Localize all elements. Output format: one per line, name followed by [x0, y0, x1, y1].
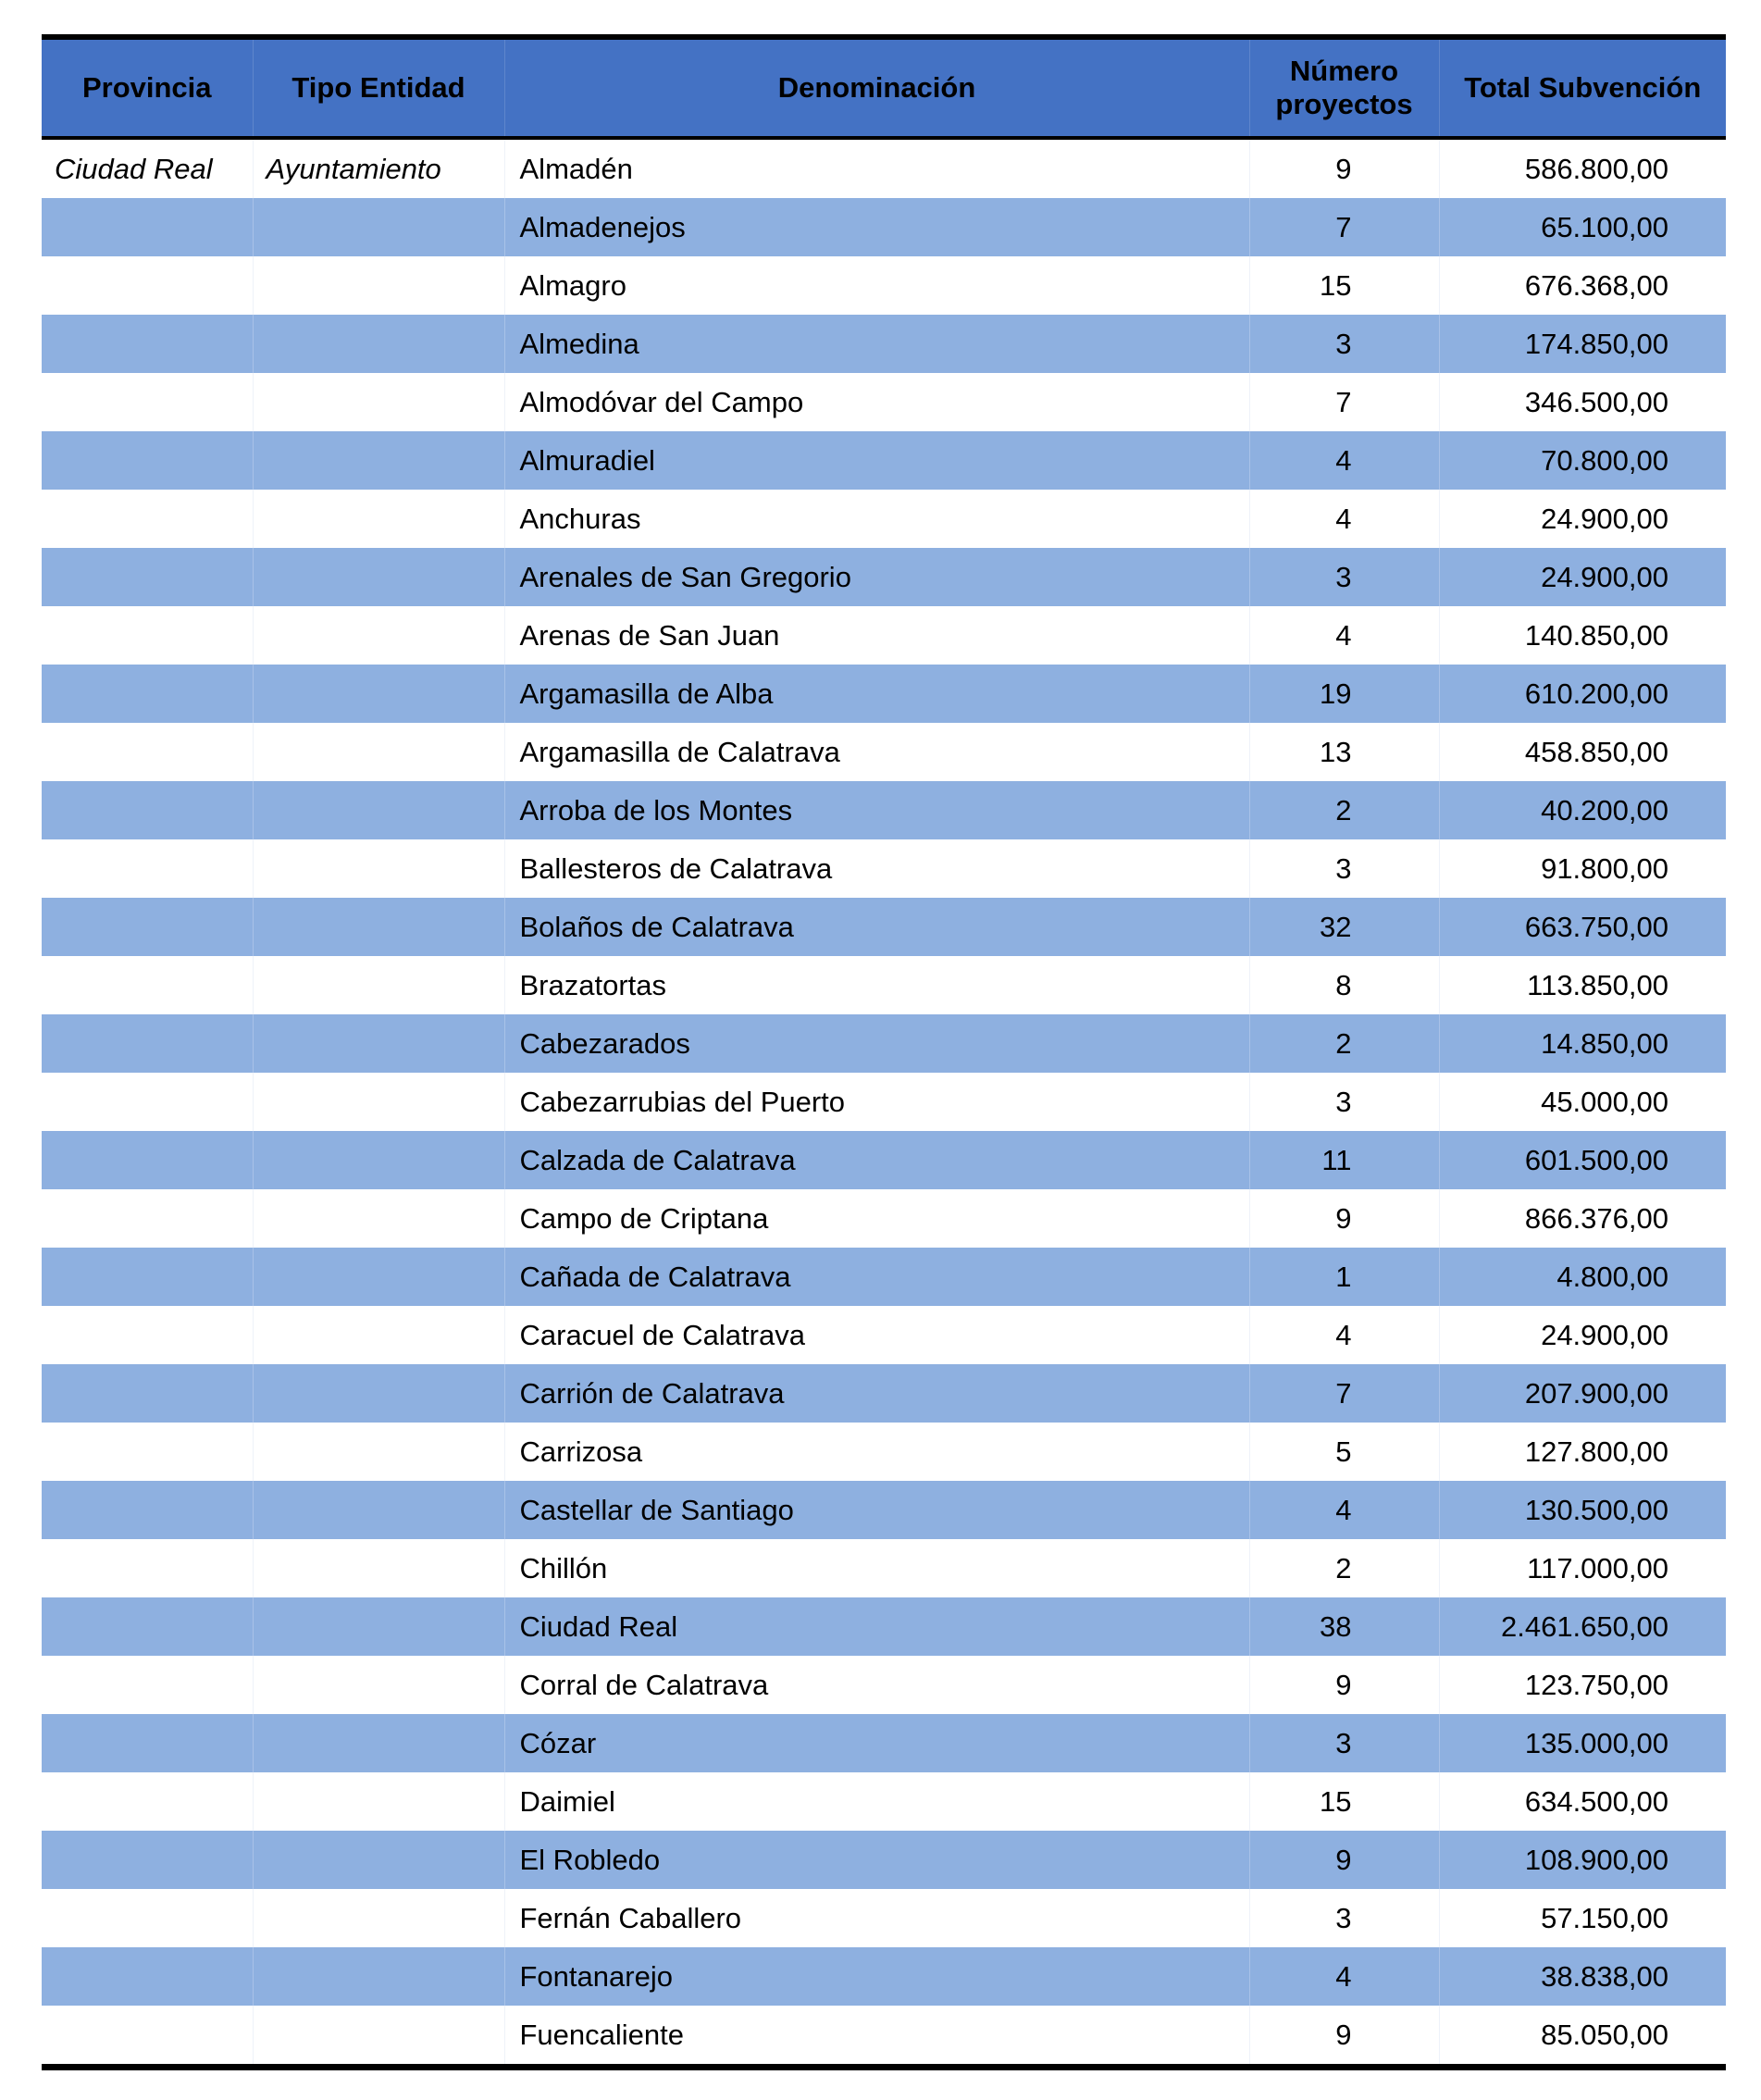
cell-numero-proyectos: 2: [1249, 1014, 1439, 1073]
cell-numero-proyectos: 15: [1249, 256, 1439, 315]
cell-tipo-entidad: [253, 606, 504, 665]
cell-numero-proyectos: 8: [1249, 956, 1439, 1014]
table-row: [42, 2006, 1726, 2064]
cell-denominacion: Daimiel: [504, 1772, 1249, 1831]
table-row: [42, 1772, 1726, 1831]
cell-tipo-entidad: [253, 373, 504, 431]
cell-numero-proyectos: 3: [1249, 315, 1439, 373]
header-numero-proyectos: Número proyectos: [1249, 40, 1439, 136]
cell-numero-proyectos: 9: [1249, 1831, 1439, 1889]
cell-denominacion: Arenas de San Juan: [504, 606, 1249, 665]
table-row: [42, 1947, 1726, 2006]
cell-total-subvencion: 123.750,00: [1439, 1656, 1726, 1714]
cell-numero-proyectos: 4: [1249, 1481, 1439, 1539]
cell-total-subvencion: 57.150,00: [1439, 1889, 1726, 1947]
cell-denominacion: Argamasilla de Alba: [504, 665, 1249, 723]
cell-total-subvencion: 113.850,00: [1439, 956, 1726, 1014]
cell-tipo-entidad: [253, 1772, 504, 1831]
table-row: [42, 898, 1726, 956]
cell-numero-proyectos: 4: [1249, 490, 1439, 548]
cell-provincia: [42, 1831, 253, 1889]
cell-numero-proyectos: 2: [1249, 1539, 1439, 1597]
table-row: [42, 1539, 1726, 1597]
cell-denominacion: Almuradiel: [504, 431, 1249, 490]
cell-provincia: [42, 1073, 253, 1131]
cell-numero-proyectos: 3: [1249, 1889, 1439, 1947]
cell-tipo-entidad: [253, 1656, 504, 1714]
cell-total-subvencion: 174.850,00: [1439, 315, 1726, 373]
table-header: [42, 40, 1726, 140]
cell-total-subvencion: 65.100,00: [1439, 198, 1726, 256]
cell-tipo-entidad: [253, 898, 504, 956]
cell-denominacion: Argamasilla de Calatrava: [504, 723, 1249, 781]
cell-numero-proyectos: 9: [1249, 140, 1439, 198]
cell-provincia: [42, 1772, 253, 1831]
table-row: [42, 1656, 1726, 1714]
cell-tipo-entidad: [253, 2006, 504, 2064]
cell-provincia: [42, 898, 253, 956]
table-row: [42, 723, 1726, 781]
table-row: [42, 1831, 1726, 1889]
table-row: [42, 1481, 1726, 1539]
cell-denominacion: Cózar: [504, 1714, 1249, 1772]
cell-provincia: [42, 1481, 253, 1539]
cell-numero-proyectos: 9: [1249, 2006, 1439, 2064]
header-tipo-entidad: Tipo Entidad: [253, 40, 504, 136]
table-row: [42, 1364, 1726, 1423]
cell-total-subvencion: 586.800,00: [1439, 140, 1726, 198]
table-row: [42, 956, 1726, 1014]
cell-tipo-entidad: [253, 839, 504, 898]
cell-numero-proyectos: 7: [1249, 373, 1439, 431]
table-row: [42, 839, 1726, 898]
table-row: [42, 1306, 1726, 1364]
cell-total-subvencion: 634.500,00: [1439, 1772, 1726, 1831]
cell-numero-proyectos: 4: [1249, 1306, 1439, 1364]
cell-total-subvencion: 91.800,00: [1439, 839, 1726, 898]
cell-total-subvencion: 2.461.650,00: [1439, 1597, 1726, 1656]
cell-denominacion: Fuencaliente: [504, 2006, 1249, 2064]
cell-denominacion: Ciudad Real: [504, 1597, 1249, 1656]
cell-provincia: [42, 1656, 253, 1714]
cell-total-subvencion: 38.838,00: [1439, 1947, 1726, 2006]
cell-total-subvencion: 24.900,00: [1439, 490, 1726, 548]
cell-provincia: [42, 315, 253, 373]
cell-total-subvencion: 24.900,00: [1439, 548, 1726, 606]
cell-total-subvencion: 45.000,00: [1439, 1073, 1726, 1131]
cell-denominacion: Brazatortas: [504, 956, 1249, 1014]
cell-tipo-entidad: [253, 1014, 504, 1073]
table-row: [42, 431, 1726, 490]
cell-provincia: [42, 490, 253, 548]
cell-provincia: Ciudad Real: [42, 140, 253, 198]
cell-numero-proyectos: 4: [1249, 431, 1439, 490]
table-row: [42, 606, 1726, 665]
cell-numero-proyectos: 7: [1249, 1364, 1439, 1423]
cell-denominacion: Cabezarrubias del Puerto: [504, 1073, 1249, 1131]
cell-numero-proyectos: 7: [1249, 198, 1439, 256]
cell-tipo-entidad: Ayuntamiento: [253, 140, 504, 198]
cell-numero-proyectos: 9: [1249, 1656, 1439, 1714]
cell-tipo-entidad: [253, 1423, 504, 1481]
cell-tipo-entidad: [253, 1947, 504, 2006]
cell-denominacion: Almodóvar del Campo: [504, 373, 1249, 431]
cell-tipo-entidad: [253, 1597, 504, 1656]
table-row: [42, 1248, 1726, 1306]
cell-tipo-entidad: [253, 1131, 504, 1189]
table-row: [42, 140, 1726, 198]
header-denominacion: Denominación: [504, 40, 1249, 136]
cell-total-subvencion: 458.850,00: [1439, 723, 1726, 781]
cell-tipo-entidad: [253, 490, 504, 548]
cell-provincia: [42, 606, 253, 665]
cell-numero-proyectos: 5: [1249, 1423, 1439, 1481]
cell-denominacion: Fernán Caballero: [504, 1889, 1249, 1947]
cell-provincia: [42, 1423, 253, 1481]
header-provincia: Provincia: [42, 40, 253, 136]
cell-provincia: [42, 2006, 253, 2064]
table-body: [42, 140, 1726, 2064]
cell-denominacion: El Robledo: [504, 1831, 1249, 1889]
cell-tipo-entidad: [253, 1714, 504, 1772]
table-row: [42, 1189, 1726, 1248]
cell-provincia: [42, 665, 253, 723]
cell-provincia: [42, 198, 253, 256]
cell-tipo-entidad: [253, 1831, 504, 1889]
cell-provincia: [42, 839, 253, 898]
cell-provincia: [42, 1889, 253, 1947]
table-row: [42, 315, 1726, 373]
cell-tipo-entidad: [253, 1306, 504, 1364]
cell-total-subvencion: 866.376,00: [1439, 1189, 1726, 1248]
cell-numero-proyectos: 15: [1249, 1772, 1439, 1831]
cell-provincia: [42, 1189, 253, 1248]
cell-total-subvencion: 40.200,00: [1439, 781, 1726, 839]
cell-denominacion: Chillón: [504, 1539, 1249, 1597]
cell-numero-proyectos: 2: [1249, 781, 1439, 839]
subsidy-table-container: [42, 34, 1726, 2070]
cell-tipo-entidad: [253, 781, 504, 839]
cell-provincia: [42, 1014, 253, 1073]
cell-total-subvencion: 85.050,00: [1439, 2006, 1726, 2064]
cell-denominacion: Castellar de Santiago: [504, 1481, 1249, 1539]
cell-denominacion: Anchuras: [504, 490, 1249, 548]
cell-numero-proyectos: 32: [1249, 898, 1439, 956]
subsidy-table: [42, 40, 1726, 2064]
cell-total-subvencion: 24.900,00: [1439, 1306, 1726, 1364]
cell-total-subvencion: 14.850,00: [1439, 1014, 1726, 1073]
cell-provincia: [42, 723, 253, 781]
table-row: [42, 198, 1726, 256]
cell-provincia: [42, 1248, 253, 1306]
cell-total-subvencion: 676.368,00: [1439, 256, 1726, 315]
cell-numero-proyectos: 19: [1249, 665, 1439, 723]
table-row: [42, 1423, 1726, 1481]
cell-total-subvencion: 127.800,00: [1439, 1423, 1726, 1481]
cell-numero-proyectos: 4: [1249, 606, 1439, 665]
cell-denominacion: Cañada de Calatrava: [504, 1248, 1249, 1306]
table-row: [42, 1014, 1726, 1073]
cell-provincia: [42, 548, 253, 606]
cell-denominacion: Almadén: [504, 140, 1249, 198]
cell-tipo-entidad: [253, 315, 504, 373]
cell-denominacion: Calzada de Calatrava: [504, 1131, 1249, 1189]
cell-tipo-entidad: [253, 1189, 504, 1248]
cell-provincia: [42, 1947, 253, 2006]
cell-provincia: [42, 1714, 253, 1772]
cell-tipo-entidad: [253, 548, 504, 606]
cell-total-subvencion: 117.000,00: [1439, 1539, 1726, 1597]
cell-total-subvencion: 346.500,00: [1439, 373, 1726, 431]
cell-total-subvencion: 663.750,00: [1439, 898, 1726, 956]
cell-numero-proyectos: 3: [1249, 839, 1439, 898]
cell-provincia: [42, 781, 253, 839]
cell-denominacion: Cabezarados: [504, 1014, 1249, 1073]
table-row: [42, 1073, 1726, 1131]
cell-provincia: [42, 256, 253, 315]
cell-tipo-entidad: [253, 723, 504, 781]
cell-denominacion: Carrión de Calatrava: [504, 1364, 1249, 1423]
table-row: [42, 548, 1726, 606]
cell-total-subvencion: 130.500,00: [1439, 1481, 1726, 1539]
cell-total-subvencion: 4.800,00: [1439, 1248, 1726, 1306]
table-row: [42, 1889, 1726, 1947]
header-total-subvencion: Total Subvención: [1439, 40, 1726, 136]
cell-tipo-entidad: [253, 256, 504, 315]
cell-tipo-entidad: [253, 1539, 504, 1597]
cell-tipo-entidad: [253, 1889, 504, 1947]
cell-tipo-entidad: [253, 1481, 504, 1539]
cell-denominacion: Corral de Calatrava: [504, 1656, 1249, 1714]
cell-tipo-entidad: [253, 431, 504, 490]
cell-provincia: [42, 1131, 253, 1189]
table-row: [42, 256, 1726, 315]
table-row: [42, 665, 1726, 723]
cell-total-subvencion: 140.850,00: [1439, 606, 1726, 665]
cell-denominacion: Almedina: [504, 315, 1249, 373]
cell-denominacion: Ballesteros de Calatrava: [504, 839, 1249, 898]
cell-provincia: [42, 431, 253, 490]
header-row: [42, 40, 1726, 136]
cell-total-subvencion: 601.500,00: [1439, 1131, 1726, 1189]
table-row: [42, 1597, 1726, 1656]
cell-denominacion: Caracuel de Calatrava: [504, 1306, 1249, 1364]
cell-numero-proyectos: 4: [1249, 1947, 1439, 2006]
table-row: [42, 781, 1726, 839]
cell-total-subvencion: 108.900,00: [1439, 1831, 1726, 1889]
cell-numero-proyectos: 3: [1249, 1714, 1439, 1772]
cell-denominacion: Almagro: [504, 256, 1249, 315]
cell-total-subvencion: 135.000,00: [1439, 1714, 1726, 1772]
cell-tipo-entidad: [253, 1073, 504, 1131]
cell-numero-proyectos: 9: [1249, 1189, 1439, 1248]
cell-total-subvencion: 70.800,00: [1439, 431, 1726, 490]
cell-denominacion: Almadenejos: [504, 198, 1249, 256]
table-row: [42, 1131, 1726, 1189]
table-row: [42, 1714, 1726, 1772]
cell-provincia: [42, 1364, 253, 1423]
cell-numero-proyectos: 1: [1249, 1248, 1439, 1306]
cell-provincia: [42, 956, 253, 1014]
cell-total-subvencion: 207.900,00: [1439, 1364, 1726, 1423]
cell-tipo-entidad: [253, 198, 504, 256]
cell-numero-proyectos: 38: [1249, 1597, 1439, 1656]
cell-provincia: [42, 1306, 253, 1364]
cell-denominacion: Carrizosa: [504, 1423, 1249, 1481]
cell-total-subvencion: 610.200,00: [1439, 665, 1726, 723]
cell-tipo-entidad: [253, 665, 504, 723]
cell-provincia: [42, 1539, 253, 1597]
cell-numero-proyectos: 3: [1249, 548, 1439, 606]
cell-numero-proyectos: 11: [1249, 1131, 1439, 1189]
cell-numero-proyectos: 3: [1249, 1073, 1439, 1131]
cell-denominacion: Bolaños de Calatrava: [504, 898, 1249, 956]
cell-provincia: [42, 1597, 253, 1656]
table-bottom-rule: [42, 2064, 1726, 2070]
cell-denominacion: Fontanarejo: [504, 1947, 1249, 2006]
cell-denominacion: Arroba de los Montes: [504, 781, 1249, 839]
cell-tipo-entidad: [253, 956, 504, 1014]
table-row: [42, 490, 1726, 548]
table-row: [42, 373, 1726, 431]
cell-tipo-entidad: [253, 1248, 504, 1306]
cell-denominacion: Campo de Criptana: [504, 1189, 1249, 1248]
cell-provincia: [42, 373, 253, 431]
cell-denominacion: Arenales de San Gregorio: [504, 548, 1249, 606]
cell-tipo-entidad: [253, 1364, 504, 1423]
cell-numero-proyectos: 13: [1249, 723, 1439, 781]
